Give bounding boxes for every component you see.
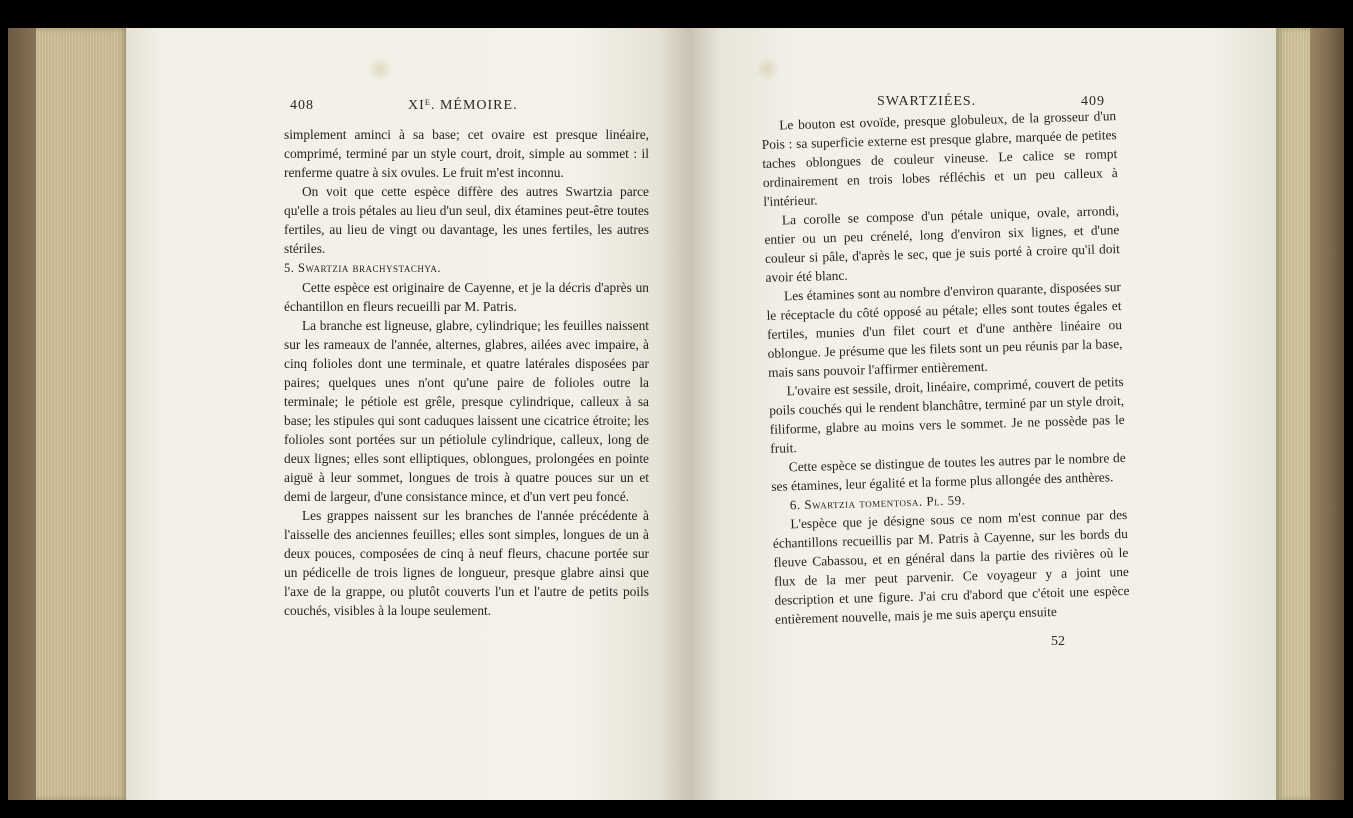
left-page-text xyxy=(284,125,649,620)
paragraph: La corolle se compose d'un pétale unique, ovale, arrondi, entier ou un peu crénelé, long d'environ six lignes, et d'une couleur si pâle, d'après le sec, que je suis porté à croire qu'il doit avoir été blanc. xyxy=(764,203,1121,285)
paper-stain xyxy=(366,58,394,80)
paragraph: L'ovaire est sessile, droit, linéaire, comprimé, couvert de petits poils couchés qui le rendent blanchâtre, terminé par un style droit, filiforme, glabre au moins vers le sommet. Je ne possède pas le fruit. xyxy=(769,373,1125,456)
left-page-number: 408 xyxy=(290,98,314,113)
right-running-head: SWARTZIÉES. xyxy=(877,94,977,109)
right-page xyxy=(691,28,1281,800)
right-cover xyxy=(1310,28,1344,800)
open-book xyxy=(8,28,1344,800)
paragraph: Les grappes naissent sur les branches de l'année précédente à l'aisselle des anciennes feuilles; elles sont simples, longues de un à deux pouces, composées de cinq à neuf fleurs, chacune portée sur un pédicelle de trois lignes de longueur, presque glabre ainsi que l'axe de la grappe, ou plutôt couverts l'un et l'autre de petits poils couchés, visibles à la loupe seulement. xyxy=(284,508,649,618)
paragraph: Les étamines sont au nombre d'environ quarante, disposées sur le réceptacle du côté opposé au pétale; elles sont toutes égales et fertiles, munies d'un filet court et d'une anthère linéaire ou oblongue. Je présume que les filets sont un peu réunis par la base, mais sans pouvoir l'affirmer entièrement. xyxy=(766,279,1123,380)
signature-mark: 52 xyxy=(1051,634,1065,649)
paper-stain xyxy=(753,58,781,80)
paragraph: simplement aminci à sa base; cet ovaire est presque linéaire, comprimé, terminé par un style court, droit, simple au sommet : il renferme quatre à six ovules. Le fruit m'est inconnu. xyxy=(284,127,649,180)
paragraph: Cette espèce se distingue de toutes les autres par le nombre de ses étamines, leur égalité et la forme plus allongée des anthères. xyxy=(771,449,1126,494)
paragraph: L'espèce que je désigne sous ce nom m'est connue par des échantillons recueillis par M. Patris à Cayenne, sur les bords du fleuve Cabassou, et en général dans la partie des rivières où le flux de la mer peut parvenir. Ce voyageur y a joint une description et une figure. J'ai cru d'abord que c'étoit une espèce entièrement nouvelle, mais je me suis aperçu ensuite xyxy=(772,506,1130,627)
left-page-edges xyxy=(36,28,128,800)
left-running-head: XIᴱ. MÉMOIRE. xyxy=(408,98,518,113)
paragraph: Le bouton est ovoïde, presque globuleux, de la grosseur d'un Pois : sa superficie externe est presque glabre, marquée de petites taches oblongues de couleur vineuse. Le calice se rompt ordinairement en trois lobes réfléchis et un peu calleux à l'intérieur. xyxy=(761,108,1118,209)
species-heading: 5. Swartzia brachystachya. xyxy=(284,261,441,275)
right-page-text xyxy=(761,106,1130,629)
paragraph: Cette espèce est originaire de Cayenne, et je la décris d'après un échantillon en fleurs recueilli par M. Patris. xyxy=(284,280,649,314)
right-page-number: 409 xyxy=(1081,94,1105,109)
paragraph: La branche est ligneuse, glabre, cylindrique; les feuilles naissent sur les rameaux de l'année, alternes, glabres, ailées avec impaire, à cinq folioles dont une terminale, et quatre latérales disposées par paires; quelques unes n'ont qu'une paire de folioles outre la terminale; le pétiole est grêle, presque cylindrique, calleux à sa base; les stipules qui sont caduques laissent une cicatrice étroite; les folioles sont portées sur un pétiolule cylindrique, calleux, long de deux lignes; elles sont elliptiques, oblongues, prolongées en pointe aiguë à leur sommet, longues de trois à quatre pouces sur un et demi de largeur, d'une consistance mince, et d'un vert peu foncé. xyxy=(284,318,649,504)
paragraph: On voit que cette espèce diffère des autres Swartzia parce qu'elle a trois pétales au lieu d'un seul, dix étamines peut-être toutes fertiles, au lieu de vingt ou davantage, les unes fertiles, les autres stériles. xyxy=(284,184,649,256)
species-heading: 6. Swartzia tomentosa. Pl. 59. xyxy=(789,492,966,513)
left-page xyxy=(126,28,691,800)
